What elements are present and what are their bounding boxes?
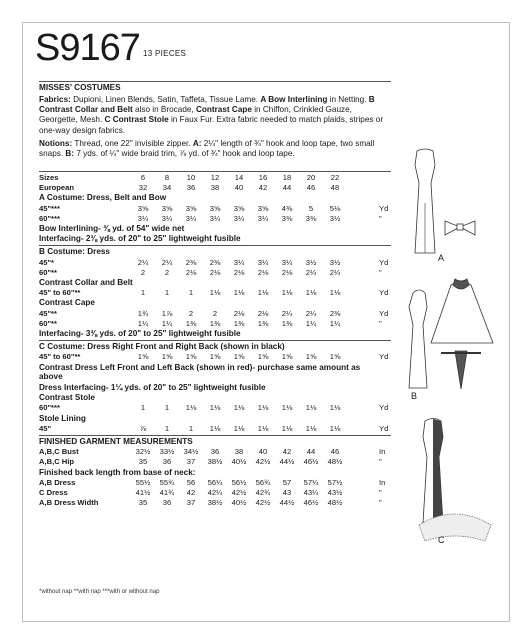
- yardage-row: [39, 352, 394, 362]
- yardage-row: [39, 319, 394, 329]
- row-value: 33½: [159, 447, 175, 457]
- row-value: 48½: [327, 457, 343, 467]
- row-value: 38: [210, 183, 220, 193]
- divider: [39, 435, 391, 436]
- measurement-row: [39, 447, 394, 457]
- row-value: 1⅛: [209, 288, 221, 298]
- a-costume-heading: A Costume: Dress, Belt and Bow: [39, 193, 167, 203]
- row-label: A,B Dress: [39, 477, 76, 487]
- row-value: 42: [258, 183, 268, 193]
- row-label: 45": [39, 423, 52, 433]
- row-value: 36: [162, 498, 172, 508]
- fabrics-a: A Bow Interlining: [260, 95, 328, 104]
- row-unit: ": [379, 213, 382, 223]
- row-value: 1⅛: [305, 288, 317, 298]
- row-value: 2: [164, 267, 170, 277]
- row-label: 60"***: [39, 403, 60, 413]
- fabrics-b-text: also in Brocade,: [132, 105, 196, 115]
- row-value: 3⅝: [185, 203, 197, 213]
- row-unit: Yd: [379, 203, 389, 213]
- row-value: 2⅛: [233, 308, 245, 318]
- row-value: 3¼: [137, 213, 149, 223]
- stole-lining-heading: Stole Lining: [39, 413, 86, 423]
- row-value: 56¾: [255, 477, 271, 487]
- row-value: 42: [282, 447, 292, 457]
- row-value: 38½: [207, 498, 223, 508]
- yardage-row: [39, 214, 394, 224]
- figure-c-label: C: [438, 535, 445, 545]
- row-value: 3½: [305, 257, 317, 267]
- row-value: 1⅛: [281, 403, 293, 413]
- row-value: 42¼: [207, 488, 223, 497]
- row-label: C Dress: [39, 488, 68, 497]
- row-value: 3½: [329, 213, 341, 223]
- measurement-row: [39, 478, 394, 488]
- row-value: 1: [164, 403, 170, 413]
- row-value: 48½: [327, 498, 343, 508]
- row-value: 48: [330, 183, 340, 193]
- row-value: 22: [330, 173, 340, 182]
- sizes-row: [39, 173, 394, 183]
- notions-b: B:: [65, 149, 75, 159]
- section-title: MISSES' COSTUMES: [39, 83, 121, 92]
- row-value: 1⅛: [329, 403, 341, 413]
- row-value: 1⅛: [209, 423, 221, 433]
- row-value: 3¼: [209, 213, 221, 223]
- row-value: 1⅜: [257, 318, 269, 328]
- row-value: 41¾: [159, 488, 175, 497]
- fabrics-paragraph: [39, 95, 389, 136]
- back-length-heading: Finished back length from base of neck:: [39, 467, 196, 477]
- row-value: 2¼: [305, 267, 317, 277]
- row-value: 38½: [207, 457, 223, 467]
- notions-lead: Notions:: [39, 139, 73, 148]
- row-value: 2⅜: [185, 257, 197, 267]
- row-value: 1⅛: [257, 403, 269, 413]
- row-value: 8: [164, 173, 170, 182]
- row-value: 1⅛: [329, 423, 341, 433]
- row-value: 2: [140, 267, 146, 277]
- row-unit: Yd: [379, 403, 389, 413]
- row-value: 57: [282, 477, 292, 487]
- row-value: 1⅛: [233, 288, 245, 298]
- yardage-row: [39, 268, 394, 278]
- row-value: 1⅛: [185, 403, 197, 413]
- row-value: 2⅛: [257, 308, 269, 318]
- row-value: 1⅛: [257, 288, 269, 298]
- row-value: 36: [210, 447, 220, 457]
- notions-paragraph: [39, 139, 389, 159]
- measurement-row: [39, 488, 394, 498]
- fabrics-c-text: in Faux Fur. Extra fabric needed to match plaids, stripes or one-way design fabrics.: [39, 115, 384, 135]
- row-value: 40: [234, 183, 244, 193]
- row-unit: ": [379, 488, 382, 497]
- row-value: 2¼: [305, 308, 317, 318]
- row-value: 2⅛: [185, 267, 197, 277]
- row-value: 44: [282, 183, 292, 193]
- row-value: 37: [186, 457, 196, 467]
- european-sizes-row: [39, 183, 394, 193]
- row-value: 3⅝: [161, 203, 173, 213]
- collar-belt-heading: Contrast Collar and Belt: [39, 278, 133, 287]
- row-value: 3⅝: [233, 203, 245, 213]
- fabrics-a-text: in Netting.: [327, 95, 369, 104]
- divider: [39, 340, 391, 341]
- row-value: 1¼: [305, 318, 317, 328]
- row-unit: In: [379, 447, 386, 457]
- row-value: 36: [162, 457, 172, 467]
- bow-interlining-note: Bow Interlining- ⅜ yd. of 54" wide net: [39, 224, 185, 233]
- row-unit: Yd: [379, 423, 389, 433]
- row-value: 46: [306, 183, 316, 193]
- fabrics-cape-text: in Chiffon, Crinkled Gauze, Georgette, Mesh.: [39, 105, 352, 125]
- fabrics-text: Dupioni, Linen Blends, Satin, Taffeta, Tissue Lame.: [70, 95, 261, 104]
- row-value: 1¾: [137, 308, 149, 318]
- row-value: 1¼: [137, 318, 149, 328]
- measurements-heading: FINISHED GARMENT MEASUREMENTS: [39, 437, 193, 446]
- row-unit: ": [379, 267, 382, 277]
- c-left-heading: Contrast Dress Left Front and Left Back (shown in red)- purchase same amount as above: [39, 362, 361, 381]
- row-value: 44½: [279, 498, 295, 508]
- cape-heading: Contrast Cape: [39, 298, 95, 308]
- row-value: 32: [138, 183, 148, 193]
- row-value: 1⅛: [305, 423, 317, 433]
- row-value: 2: [188, 308, 194, 318]
- row-value: 40½: [231, 498, 247, 508]
- row-value: 1: [164, 423, 170, 433]
- notions-text-3: 7 yds. of ¼" wide braid trim, ⅞ yd. of ¾" hook and loop tape.: [74, 149, 295, 159]
- row-value: 1⅛: [329, 288, 341, 298]
- row-value: 1⅝: [161, 352, 173, 362]
- row-unit: ": [379, 318, 382, 328]
- row-value: 1¼: [329, 318, 341, 328]
- figure-a-label: A: [438, 253, 445, 263]
- row-value: 1⅛: [281, 288, 293, 298]
- row-value: 43½: [327, 488, 343, 497]
- row-value: 1: [188, 423, 194, 433]
- row-value: 3⅜: [281, 213, 293, 223]
- row-value: 57½: [327, 477, 343, 487]
- row-value: 35: [138, 457, 148, 467]
- row-unit: Yd: [379, 288, 389, 298]
- row-value: 46½: [303, 457, 319, 467]
- row-value: 1⅜: [281, 318, 293, 328]
- row-value: 1⅛: [257, 423, 269, 433]
- row-unit: ": [379, 498, 382, 508]
- row-value: 43: [282, 488, 292, 497]
- row-value: 42: [186, 488, 196, 497]
- row-value: 36: [186, 183, 196, 193]
- row-value: 56: [186, 477, 196, 487]
- row-value: 56½: [231, 477, 247, 487]
- pieces-count: 13 PIECES: [143, 49, 187, 58]
- row-unit: In: [379, 477, 386, 487]
- row-value: 37: [186, 498, 196, 508]
- row-value: 44: [306, 447, 316, 457]
- row-label: 45" to 60"**: [39, 288, 81, 298]
- c-interfacing-note: Dress Interfacing- 1¼ yds. of 20" to 25" lightweight fusible: [39, 383, 266, 392]
- yardage-row: [39, 424, 394, 434]
- yardage-row: [39, 204, 394, 214]
- yardage-row: [39, 403, 394, 413]
- row-value: 2: [212, 308, 218, 318]
- divider: [39, 171, 391, 172]
- row-unit: Yd: [379, 308, 389, 318]
- row-value: 2⅛: [257, 267, 269, 277]
- row-value: 2⅜: [209, 257, 221, 267]
- row-unit: ": [379, 457, 382, 467]
- row-value: 2⅛: [281, 267, 293, 277]
- row-value: 18: [282, 173, 292, 182]
- row-value: 1: [140, 288, 146, 298]
- yardage-row: [39, 288, 394, 298]
- row-value: 3⅝: [137, 203, 149, 213]
- notions-a: A:: [192, 139, 202, 148]
- notions-text-1: Thread, one 22" invisible zipper.: [72, 139, 193, 148]
- row-value: 40: [258, 447, 268, 457]
- row-value: 1⅜: [233, 318, 245, 328]
- b-costume-heading: B Costume: Dress: [39, 247, 110, 257]
- row-value: 46: [330, 447, 340, 457]
- row-value: 1⅛: [209, 403, 221, 413]
- row-value: 34½: [183, 447, 199, 457]
- c-costume-heading: C Costume: Dress Right Front and Right Back (shown in black): [39, 342, 285, 352]
- row-value: 1⅛: [281, 423, 293, 433]
- row-value: 1⅛: [233, 403, 245, 413]
- row-value: 1⅛: [233, 423, 245, 433]
- divider: [39, 245, 391, 246]
- row-value: 14: [234, 173, 244, 182]
- row-label: 60"**: [39, 318, 57, 328]
- row-label: Sizes: [39, 173, 59, 182]
- row-value: 3¼: [257, 257, 269, 267]
- yardage-row: [39, 258, 394, 268]
- row-value: 2¼: [161, 257, 173, 267]
- figure-a-drawing: [405, 143, 505, 263]
- row-value: 3⅝: [257, 203, 269, 213]
- row-value: 1⅝: [209, 352, 221, 362]
- row-value: 42½: [255, 498, 271, 508]
- footnote: *without nap **with nap ***with or without nap: [39, 589, 160, 595]
- row-value: 3¼: [233, 257, 245, 267]
- row-value: 57¼: [303, 477, 319, 487]
- row-value: 1: [164, 288, 170, 298]
- row-label: 60"***: [39, 213, 60, 223]
- row-value: 2⅛: [209, 267, 221, 277]
- row-label: 45"*: [39, 257, 55, 267]
- row-value: 34: [162, 183, 172, 193]
- row-value: 2⅛: [233, 267, 245, 277]
- row-value: 3⅜: [305, 213, 317, 223]
- row-value: 2⅜: [329, 308, 341, 318]
- row-value: 1⅝: [281, 352, 293, 362]
- row-label: A,B,C Bust: [39, 447, 79, 457]
- row-value: 3¼: [281, 257, 293, 267]
- fabrics-b: B Contrast Collar and Belt: [39, 95, 375, 115]
- row-value: 10: [186, 173, 196, 182]
- row-value: 1¼: [161, 318, 173, 328]
- row-unit: Yd: [379, 257, 389, 267]
- a-interfacing-note: Interfacing- 2⅜ yds. of 20" to 25" lightweight fusible: [39, 234, 241, 244]
- row-value: 3¼: [257, 213, 269, 223]
- row-value: 6: [140, 173, 146, 182]
- row-value: 3¼: [233, 213, 245, 223]
- row-value: 46½: [303, 498, 319, 508]
- row-value: 20: [306, 173, 316, 182]
- row-value: 56¼: [207, 477, 223, 487]
- notions-text-2: 2¼" length of ¾" hook and loop tape, two small snaps.: [39, 139, 375, 159]
- measurement-row: [39, 498, 394, 508]
- row-value: 1⅜: [185, 318, 197, 328]
- row-value: 3½: [329, 257, 341, 267]
- row-value: 42¾: [255, 488, 271, 497]
- pattern-envelope-back: [22, 22, 510, 622]
- stole-heading: Contrast Stole: [39, 393, 95, 403]
- row-value: 42½: [231, 488, 247, 497]
- row-value: 43¼: [303, 488, 319, 497]
- row-value: 1⅝: [329, 352, 341, 362]
- row-unit: Yd: [379, 352, 389, 362]
- figure-c-drawing: [405, 413, 505, 543]
- row-value: 55½: [135, 477, 151, 487]
- row-value: 2¼: [137, 257, 149, 267]
- row-value: 1⅞: [161, 308, 173, 318]
- row-value: 1⅝: [137, 352, 149, 362]
- row-value: 41½: [135, 488, 151, 497]
- row-value: 3¼: [161, 213, 173, 223]
- row-value: 44½: [279, 457, 295, 467]
- row-value: 4⅜: [281, 203, 293, 213]
- row-value: 1⅝: [257, 352, 269, 362]
- b-interfacing-note: Interfacing- 3⅜ yds. of 20" to 25" lightweight fusible: [39, 329, 241, 338]
- row-value: 2¼: [329, 267, 341, 277]
- fabrics-cape: Contrast Cape: [195, 105, 252, 115]
- row-value: 1⅝: [185, 352, 197, 362]
- row-value: 1⅜: [209, 318, 221, 328]
- row-value: 1: [188, 288, 194, 298]
- fabrics-c: C Contrast Stole: [104, 115, 169, 125]
- yardage-row: [39, 309, 394, 319]
- row-value: 1⅛: [305, 403, 317, 413]
- row-value: 32½: [135, 447, 151, 457]
- row-value: 3¼: [185, 213, 197, 223]
- row-value: 42½: [255, 457, 271, 467]
- fabrics-lead: Fabrics:: [39, 95, 71, 104]
- row-value: 40½: [231, 457, 247, 467]
- figure-b-label: B: [411, 391, 418, 401]
- row-label: 60"**: [39, 267, 57, 277]
- row-value: 1⅝: [233, 352, 245, 362]
- measurement-row: [39, 457, 394, 467]
- row-value: 38: [234, 447, 244, 457]
- row-label: A,B Dress Width: [39, 498, 99, 508]
- row-value: 2¼: [281, 308, 293, 318]
- row-value: 1⅝: [305, 352, 317, 362]
- row-value: 5⅛: [329, 203, 341, 213]
- row-label: European: [39, 183, 75, 193]
- pattern-number: S9167: [35, 27, 140, 69]
- row-label: 45" to 60"**: [39, 352, 81, 362]
- row-value: 3⅝: [209, 203, 221, 213]
- row-label: A,B,C Hip: [39, 457, 75, 467]
- figure-b-drawing: [401, 273, 506, 398]
- row-value: 1: [140, 403, 146, 413]
- row-value: ⅞: [139, 423, 147, 433]
- row-label: 45"**: [39, 308, 57, 318]
- divider: [39, 81, 391, 82]
- row-value: 5: [308, 203, 314, 213]
- row-value: 55¾: [159, 477, 175, 487]
- row-value: 35: [138, 498, 148, 508]
- row-value: 16: [258, 173, 268, 182]
- row-value: 12: [210, 173, 220, 182]
- row-label: 45"***: [39, 203, 60, 213]
